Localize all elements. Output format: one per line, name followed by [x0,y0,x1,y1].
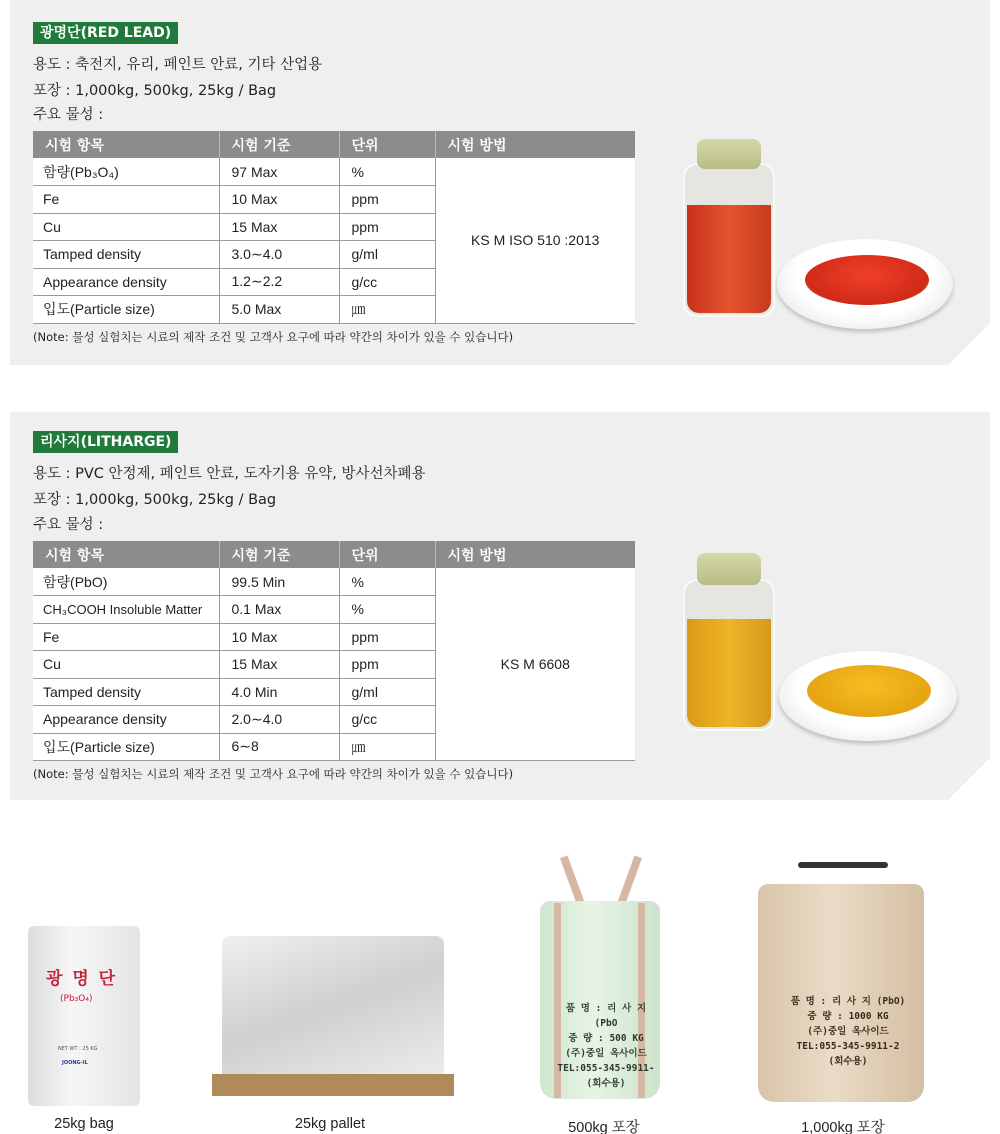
cell-item: 함량(PbO) [33,568,219,596]
header-item: 시험 항목 [33,131,219,158]
cell-standard: 10 Max [219,186,339,214]
spec-table [33,131,635,324]
cell-standard: 5.0 Max [219,296,339,324]
cell-standard: 3.0∼4.0 [219,241,339,269]
header-unit: 단위 [339,131,435,158]
properties-label: 주요 물성 : [33,517,104,533]
cell-unit: % [339,158,435,186]
cell-standard: 97 Max [219,158,339,186]
cell-unit: g/cc [339,706,435,734]
litharge-photo [675,547,975,747]
fibc-label-line: (회수용) [828,1056,868,1067]
cell-item: Cu [33,651,219,679]
jar-cap-icon [697,139,761,169]
cell-unit: % [339,596,435,624]
cell-standard: 0.1 Max [219,596,339,624]
bag-1000kg-image [758,858,926,1102]
cell-standard: 4.0 Min [219,678,339,706]
fibc-label-line: 품 명 : 리 사 지(PbO [565,1003,647,1029]
red-lead-photo [675,135,975,335]
cell-unit: ppm [339,213,435,241]
cell-unit: ppm [339,186,435,214]
powder-pile [807,665,931,717]
sack-label-sub: (Pb₃O₄) [60,994,93,1004]
header-unit: 단위 [339,541,435,568]
cell-standard: 1.2∼2.2 [219,268,339,296]
cell-item: 함량(Pb₃O₄) [33,158,219,186]
cell-unit: ppm [339,623,435,651]
packaging-text: 포장 : 1,000kg, 500kg, 25kg / Bag [33,492,277,508]
sack-label-main: 광 명 단 [46,969,118,989]
note-text: (Note: 물성 실험치는 시료의 제작 조건 및 고객사 요구에 따라 약간의 차이가 있을 수 있습니다) [33,330,514,344]
fibc-label [556,1001,656,1091]
cell-item: CH₃COOH Insoluble Matter [33,596,219,624]
header-method: 시험 방법 [435,131,635,158]
usage-text: 용도 : 축전지, 유리, 페인트 안료, 기타 산업용 [33,57,323,73]
cell-item: Appearance density [33,268,219,296]
header-method: 시험 방법 [435,541,635,568]
table-row [33,568,635,596]
cell-unit: g/ml [339,241,435,269]
cell-method: KS M 6608 [435,568,635,761]
pallet-25kg-image [212,930,454,1100]
cell-item: Tamped density [33,241,219,269]
fibc-bag-icon [758,884,924,1102]
fibc-label [788,994,908,1069]
table-header-row [33,131,635,158]
cell-item: 입도(Particle size) [33,296,219,324]
usage-text: 용도 : PVC 안정제, 페인트 안료, 도자기용 유약, 방사선차폐용 [33,466,426,482]
cell-item: Fe [33,623,219,651]
bag-25kg-image [28,926,140,1106]
cell-unit: ㎛ [339,733,435,761]
table-header-row [33,541,635,568]
cell-item: Fe [33,186,219,214]
bag-500kg-image [540,855,668,1100]
cell-standard: 15 Max [219,213,339,241]
section-title: 리사지(LITHARGE) [33,431,178,453]
powder-fill [687,205,771,313]
cell-unit: % [339,568,435,596]
cell-standard: 6∼8 [219,733,339,761]
section-title: 광명단(RED LEAD) [33,22,178,44]
fibc-label-line: (주)중일 옥사이드 [565,1048,647,1059]
caption-25kg-bag: 25kg bag [54,1116,114,1132]
header-standard: 시험 기준 [219,541,339,568]
powder-fill [687,619,771,727]
panel-corner [948,758,990,800]
cell-unit: ppm [339,651,435,679]
fibc-label-line: 중 량 : 1000 KG [807,1011,889,1022]
cell-standard: 99.5 Min [219,568,339,596]
caption-500kg: 500kg 포장 [568,1120,640,1134]
powder-pile [805,255,929,305]
fibc-label-line: 품 명 : 리 사 지 (PbO) [790,996,906,1007]
fibc-label-line: TEL:055-345-9911-2 [796,1041,900,1052]
fibc-label-line: 중 량 : 500 KG [568,1033,644,1044]
spec-table [33,541,635,761]
pallet-icon [212,1074,454,1096]
red-lead-panel [10,0,990,365]
properties-label: 주요 물성 : [33,107,104,123]
cell-unit: g/ml [339,678,435,706]
sack-icon [28,926,140,1106]
cell-item: Tamped density [33,678,219,706]
cell-unit: g/cc [339,268,435,296]
note-text: (Note: 물성 실험치는 시료의 제작 조건 및 고객사 요구에 따라 약간의 차이가 있을 수 있습니다) [33,767,514,781]
jar-cap-icon [697,553,761,585]
table-row [33,158,635,186]
cell-item: 입도(Particle size) [33,733,219,761]
cell-standard: 10 Max [219,623,339,651]
cell-item: Cu [33,213,219,241]
wrapped-bags-icon [222,936,444,1076]
caption-25kg-pallet: 25kg pallet [294,1116,366,1132]
fibc-label-line: (회수용) [586,1078,626,1089]
cell-standard: 15 Max [219,651,339,679]
fibc-label-line: (주)중일 옥사이드 [807,1026,889,1037]
header-standard: 시험 기준 [219,131,339,158]
packaging-text: 포장 : 1,000kg, 500kg, 25kg / Bag [33,83,277,99]
sack-label-weight: NET WT : 25 KG [58,1046,98,1052]
caption-1000kg: 1,000kg 포장 [801,1120,885,1134]
lift-loop-icon [798,862,888,868]
cell-standard: 2.0∼4.0 [219,706,339,734]
cell-method: KS M ISO 510 :2013 [435,158,635,323]
cell-unit: ㎛ [339,296,435,324]
litharge-panel [10,412,990,800]
fibc-label-line: TEL:055-345-9911- [557,1063,655,1074]
sack-label-brand: JOONG-IL [62,1060,88,1066]
cell-item: Appearance density [33,706,219,734]
header-item: 시험 항목 [33,541,219,568]
